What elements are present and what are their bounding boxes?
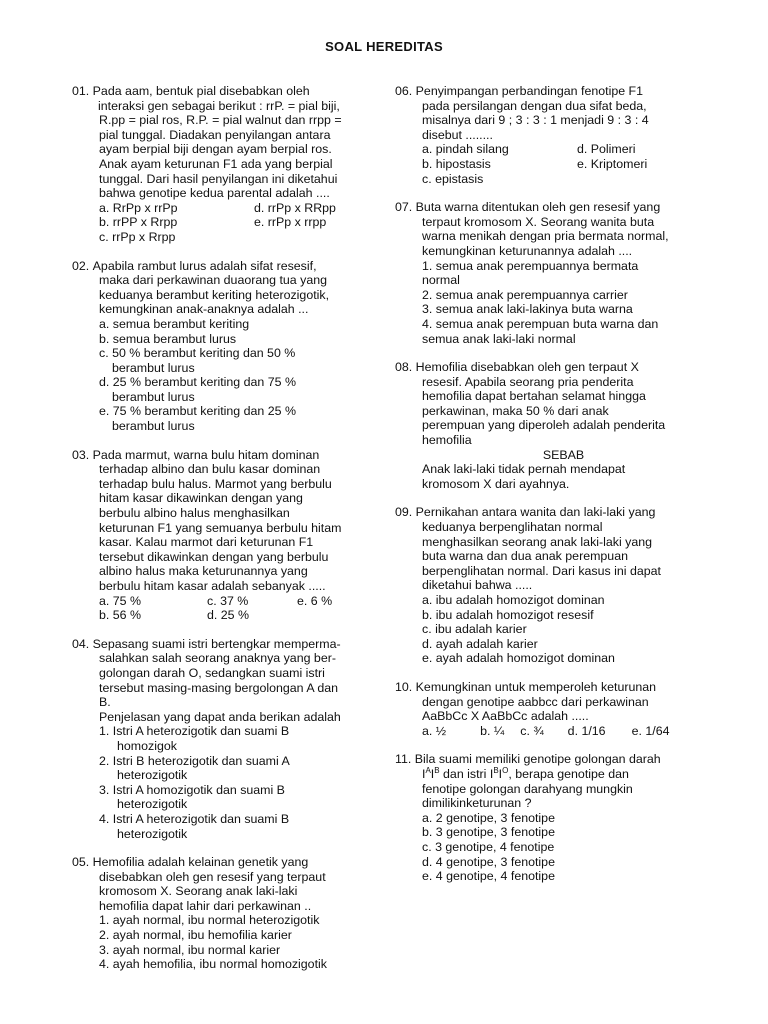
question-number: 05. (72, 855, 93, 870)
right-column (395, 84, 705, 884)
answer-options (395, 259, 705, 347)
allele-superscript: B (434, 765, 440, 775)
text-line: pada persilangan dengan dua sifat beda, (422, 98, 647, 113)
question-04 (72, 637, 382, 841)
option-1[interactable]: 1. semua anak perempuannya bermata (422, 258, 639, 273)
text-line: fenotipe golongan darahyang mungkin (422, 781, 633, 796)
answer-options (72, 594, 382, 623)
option-1[interactable]: 1. ayah normal, ibu normal heterozigotik (99, 913, 320, 928)
text-line: keturunan F1 yang semuanya berbulu hitam (99, 520, 342, 535)
text-line: ayam berpial biji dengan ayam berpial ros. (99, 142, 332, 157)
option-continuation: semua anak laki-laki normal (422, 331, 576, 346)
question-text: Pernikahan antara wanita dan laki-laki yang (415, 505, 656, 520)
text-line: berbulu albino halus menghasilkan (99, 506, 290, 521)
text-line: kromosom X. Seorang anak laki-laki (99, 884, 298, 899)
option-d[interactable]: d. Polimeri (577, 142, 636, 157)
option-2[interactable]: 2. Istri B heterozigotik dan suami A (99, 753, 290, 768)
question-01 (72, 84, 382, 245)
option-4[interactable]: 4. Istri A heterozigotik dan suami B (99, 811, 290, 826)
text-line: tersebut dikawinkan dengan yang berbulu (99, 549, 329, 564)
answer-options (72, 913, 382, 971)
text-line: diketahui bahwa ..... (422, 578, 533, 593)
question-body (395, 767, 705, 811)
option-b[interactable]: b. ibu adalah homozigot resesif (422, 607, 594, 622)
text-line: berpenglihatan normal. Dari kasus ini dapat (422, 563, 662, 578)
option-b[interactable]: b. rrPP x Rrpp (99, 215, 178, 230)
text-line: Anak ayam keturunan F1 ada yang berpial (99, 156, 333, 171)
question-text: Hemofilia adalah kelainan genetik yang (92, 855, 309, 870)
text-line: bahwa genotipe kedua parental adalah .... (99, 186, 330, 201)
because-label: SEBAB (542, 447, 585, 462)
option-continuation: heterozigotik (117, 797, 188, 812)
option-c[interactable]: c. rrPp x Rrpp (99, 229, 176, 244)
option-2[interactable]: 2. semua anak perempuannya carrier (422, 287, 628, 302)
text-line: terhadap bulu halus. Marmot yang berbulu (99, 476, 332, 491)
text-line: interaksi gen sebagai berikut : rrP. = pial biji, (98, 98, 340, 113)
question-number: 10. (395, 679, 416, 694)
question-body (72, 99, 382, 114)
text-line: albino halus maka keturunannya yang (99, 564, 308, 579)
option-4[interactable]: 4. ayah hemofilia, ibu normal homozigotik (99, 957, 327, 972)
allele-superscript: O (502, 765, 509, 775)
option-continuation: berambut lurus (112, 419, 195, 434)
text-line: perempuan yang diperoleh adalah penderita (422, 418, 666, 433)
option-e[interactable]: e. ayah adalah homozigot dominan (422, 651, 615, 666)
option-c[interactable]: c. epistasis (422, 171, 484, 186)
option-d[interactable]: d. 4 genotipe, 3 fenotipe (422, 854, 555, 869)
text-line: disebabkan oleh gen resesif yang terpaut (99, 869, 326, 884)
allele-text: I (498, 766, 503, 781)
allele-text: I (430, 766, 435, 781)
option-d[interactable]: d. 25 % (207, 608, 250, 623)
option-continuation: berambut lurus (112, 360, 195, 375)
text-line: berbulu hitam kasar adalah sebanyak ..... (99, 579, 326, 593)
question-body (72, 870, 382, 914)
option-e[interactable]: e. 6 % (297, 593, 333, 608)
question-text: Pada marmut, warna bulu hitam dominan (92, 447, 320, 462)
question-10 (395, 680, 705, 738)
text-line: warna menikah dengan pria bermata normal, (422, 229, 669, 244)
text-fragment: , berapa genotipe dan (508, 766, 629, 781)
option-continuation: heterozigotik (117, 768, 188, 783)
option-c[interactable]: c. ibu adalah karier (422, 622, 527, 637)
question-body (72, 462, 382, 593)
text-line: golongan darah O, sedangkan suami istri (99, 665, 325, 680)
allele-superscript: B (493, 765, 499, 775)
text-line: buta warna dan dua anak perempuan (422, 549, 628, 564)
text-line: dengan genotipe aabbcc dari perkawinan (422, 694, 649, 709)
text-line: Anak laki-laki tidak pernah mendapat (422, 462, 626, 477)
text-line: misalnya dari 9 ; 3 : 3 : 1 menjadi 9 : 3 : 4 (422, 113, 649, 128)
question-text: Hemofilia disebabkan oleh gen terpaut X (415, 360, 639, 375)
text-line: hemofilia (422, 433, 472, 448)
text-line: B. (99, 695, 111, 710)
question-07 (395, 200, 705, 346)
question-body (72, 273, 382, 317)
question-03 (72, 448, 382, 623)
answer-options (395, 593, 705, 666)
option-e[interactable]: e. 4 genotipe, 4 fenotipe (422, 869, 555, 884)
option-e[interactable]: e. 75 % berambut keriting dan 25 % (99, 404, 296, 419)
text-line: R.pp = pial ros, R.P. = pial walnut dan rrpp = (99, 113, 342, 128)
option-b[interactable]: b. 3 genotipe, 3 fenotipe (422, 825, 555, 840)
question-number: 03. (72, 447, 93, 462)
answer-options (72, 317, 382, 434)
option-c[interactable]: c. ¾ (520, 723, 544, 738)
text-line: kromosom X dari ayahnya. (422, 476, 570, 491)
option-b[interactable]: b. semua berambut lurus (99, 331, 237, 346)
text-line: dimilikinketurunan ? (422, 796, 532, 811)
text-line: kasar. Kalau marmot dari keturunan F1 (99, 535, 314, 550)
option-continuation: berambut lurus (112, 389, 195, 404)
question-text: Buta warna ditentukan oleh gen resesif yang (415, 200, 661, 215)
question-05 (72, 855, 382, 972)
left-column (72, 84, 382, 972)
answer-options (395, 724, 705, 739)
question-number: 02. (72, 258, 93, 273)
text-line: resesif. Apabila seorang pria penderita (422, 374, 634, 389)
question-body (395, 99, 705, 143)
option-a[interactable]: a. ½ (422, 723, 447, 738)
option-c[interactable]: c. 50 % berambut keriting dan 50 % (99, 346, 296, 361)
answer-options (395, 811, 705, 884)
text-line: tersebut masing-masing bergolongan A dan (99, 680, 339, 695)
option-d[interactable]: d. 25 % berambut keriting dan 75 % (99, 375, 296, 390)
text-line: hemofilia dapat lahir dari perkawinan .. (99, 898, 312, 913)
text-line: terhadap albino dan bulu kasar dominan (99, 462, 321, 477)
text-line: kemungkinan keturunannya adalah .... (422, 243, 633, 258)
text-line: terpaut kromosom X. Seorang wanita buta (422, 214, 655, 229)
text-line: AaBbCc X AaBbCc adalah ..... (422, 709, 589, 724)
question-text: Bila suami memiliki genotipe golongan darah (414, 752, 661, 767)
option-3[interactable]: 3. ayah normal, ibu normal karier (99, 942, 281, 957)
option-a[interactable]: a. RrPp x rrPp (99, 200, 178, 215)
answer-options (72, 201, 382, 245)
question-text: Kemungkinan untuk memperoleh keturunan (415, 679, 657, 694)
option-b[interactable]: b. 56 % (99, 608, 142, 623)
question-body (395, 695, 705, 724)
text-line: perkawinan, maka 50 % dari anak (422, 403, 609, 418)
option-continuation: normal (422, 273, 460, 288)
question-body (395, 215, 705, 259)
option-continuation: heterozigotik (117, 826, 188, 841)
option-d[interactable]: d. rrPp x RRpp (254, 200, 336, 215)
question-body (72, 651, 382, 724)
question-number: 07. (395, 200, 416, 215)
option-d[interactable]: d. ayah adalah karier (422, 636, 538, 651)
option-a[interactable]: a. ibu adalah homozigot dominan (422, 593, 605, 607)
text-fragment: dan istri I (439, 766, 494, 781)
option-1[interactable]: 1. Istri A heterozigotik dan suami B (99, 724, 290, 739)
question-number: 06. (395, 84, 416, 98)
question-text: Penyimpangan perbandingan fenotipe F1 (415, 84, 644, 98)
question-body (395, 375, 705, 492)
option-3[interactable]: 3. Istri A homozigotik dan suami B (99, 782, 285, 797)
text-line: hitam kasar dikawinkan dengan yang (99, 491, 303, 506)
text-line (422, 767, 705, 782)
option-b[interactable]: b. ¼ (480, 723, 505, 738)
option-e[interactable]: e. rrPp x rrpp (254, 215, 327, 230)
question-text: Apabila rambut lurus adalah sifat resesif, (92, 258, 317, 273)
option-c[interactable]: c. 37 % (207, 593, 249, 608)
answer-options (72, 724, 382, 841)
question-text: Pada aam, bentuk pial disebabkan oleh (92, 84, 310, 98)
option-b[interactable]: b. hipostasis (422, 156, 491, 171)
question-number: 09. (395, 505, 416, 520)
option-4[interactable]: 4. semua anak perempuan buta warna dan (422, 316, 659, 331)
question-06 (395, 84, 705, 186)
question-text: Sepasang suami istri bertengkar memperma- (92, 636, 341, 651)
allele-superscript: A (425, 765, 431, 775)
option-e[interactable]: e. 1/64 (631, 723, 670, 738)
question-body (72, 113, 382, 201)
text-line: keduanya berambut keriting heterozigotik, (99, 287, 330, 302)
question-09 (395, 505, 705, 666)
page-title: SOAL HEREDITAS (325, 39, 443, 54)
text-line: pial tunggal. Diadakan penyilangan antara (99, 127, 331, 142)
option-a[interactable]: a. semua berambut keriting (99, 316, 250, 331)
answer-options (395, 142, 705, 186)
option-a[interactable]: a. 2 genotipe, 3 fenotipe (422, 810, 555, 825)
text-line: hemofilia dapat bertahan selamat hingga (422, 389, 646, 404)
text-line: Penjelasan yang dapat anda berikan adalah (99, 709, 341, 724)
question-number: 01. (72, 84, 93, 98)
text-line: salahkan salah seorang anaknya yang ber- (99, 651, 336, 666)
text-line: menghasilkan seorang anak laki-laki yang (422, 534, 653, 549)
question-body (395, 520, 705, 593)
allele-text: I (422, 766, 426, 781)
option-2[interactable]: 2. ayah normal, ibu hemofilia karier (99, 928, 292, 943)
question-02 (72, 259, 382, 434)
text-line: tunggal. Dari hasil penyilangan ini diketahui (99, 171, 338, 186)
option-a[interactable]: a. 75 % (99, 593, 142, 608)
option-e[interactable]: e. Kriptomeri (577, 156, 648, 171)
text-line: maka dari perkawinan duaorang tua yang (99, 273, 327, 288)
text-line: disebut ........ (422, 127, 493, 142)
text-line: keduanya berpenglihatan normal (422, 520, 603, 535)
question-11 (395, 752, 705, 883)
option-3[interactable]: 3. semua anak laki-lakinya buta warna (422, 302, 633, 317)
option-continuation: homozigok (117, 738, 177, 753)
question-number: 04. (72, 636, 93, 651)
option-d[interactable]: d. 1/16 (567, 723, 606, 738)
question-number: 08. (395, 360, 416, 375)
question-number: 11. (395, 752, 415, 767)
option-a[interactable]: a. pindah silang (422, 142, 509, 157)
option-c[interactable]: c. 3 genotipe, 4 fenotipe (422, 839, 555, 854)
text-line: kemungkinan anak-anaknya adalah ... (99, 302, 309, 317)
question-08 (395, 360, 705, 491)
